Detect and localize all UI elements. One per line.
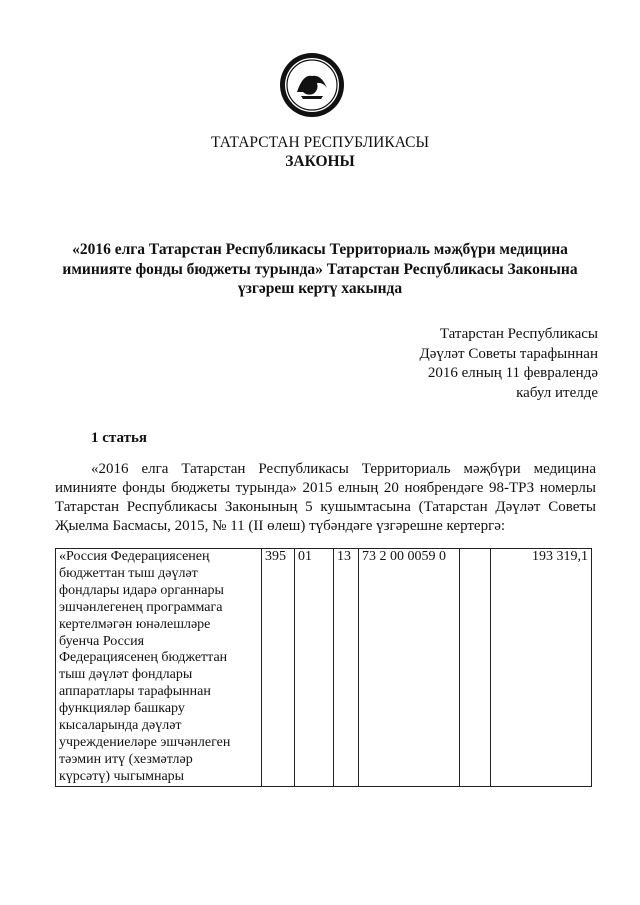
article-text: «2016 елга Татарстан Республикасы Территориаль мәҗбүри медицина иминияте фонды бюджеты турында» 2015 елның 20 ноябрендәге 98-ТРЗ номерлы Татарстан Республикасы Законының 5 кушымтасына (Татарстан Дәүләт Советы Җыелма Басмасы, 2015, № 11 (II өлеш) түбәндәге үзгәрешне кертергә: (55, 461, 596, 534)
adoption-line: Дәүләт Советы тарафыннан (419, 345, 598, 362)
republic-title: ТАТАРСТАН РЕСПУБЛИКАСЫ (211, 134, 429, 151)
expense-name-line: учреждениеләре эшчәнлеген (59, 734, 231, 750)
adoption-note (298, 325, 598, 403)
law-title-line: үзгәреш кертү хакында (237, 280, 403, 297)
adoption-line: кабул ителде (516, 384, 598, 401)
expense-name-line: аппаратлары тарафыннан (59, 684, 211, 700)
expense-type-cell (460, 549, 491, 787)
adoption-line: 2016 елның 11 февралендә (427, 365, 598, 381)
coat-of-arms-icon (279, 52, 345, 118)
expense-name-line: тәэмин итү (хезмәтләр (59, 751, 193, 767)
law-title-line: «2016 елга Татарстан Республикасы Территориаль мәҗбүри медицина (72, 241, 568, 258)
target-code-cell: 73 2 00 0059 0 (359, 549, 460, 787)
expense-name-line: Федерациясенең бюджеттан (59, 650, 228, 666)
ministry-code-cell: 395 (262, 549, 295, 787)
law-title-line: иминияте фонды бюджеты турында» Татарстан Республикасы Законына (62, 260, 578, 278)
amount-cell: 193 319,1 (491, 549, 592, 787)
expense-name-line: фондлары идарә органнары (59, 582, 224, 598)
expense-name-line: функцияләр башкару (59, 701, 185, 717)
expense-name-line: буенча Россия (59, 633, 145, 649)
expense-name-line: тыш дәүләт фондлары (59, 667, 193, 683)
law-title (60, 240, 580, 299)
expense-name-cell (56, 549, 262, 787)
expense-name-line: кертелмәгән юнәлешләре (59, 616, 211, 632)
law-label: ЗАКОНЫ (285, 153, 355, 170)
table-row (56, 549, 592, 787)
expense-name-line: кысаларында дәүләт (59, 718, 182, 734)
expense-name-line: «Россия Федерациясенең (59, 549, 210, 564)
expense-name-line: бюджеттан тыш дәүләт (59, 565, 198, 581)
budget-table (55, 548, 592, 787)
section-code-cell: 01 (295, 549, 334, 787)
expense-name-line: күрсәтү) чыгымнары (59, 768, 185, 784)
adoption-line: Татарстан Республикасы (439, 326, 598, 342)
article-heading: 1 статья (91, 430, 147, 446)
subsection-code-cell: 13 (334, 549, 359, 787)
expense-name-line: эшчәнлегенең программага (59, 599, 223, 615)
